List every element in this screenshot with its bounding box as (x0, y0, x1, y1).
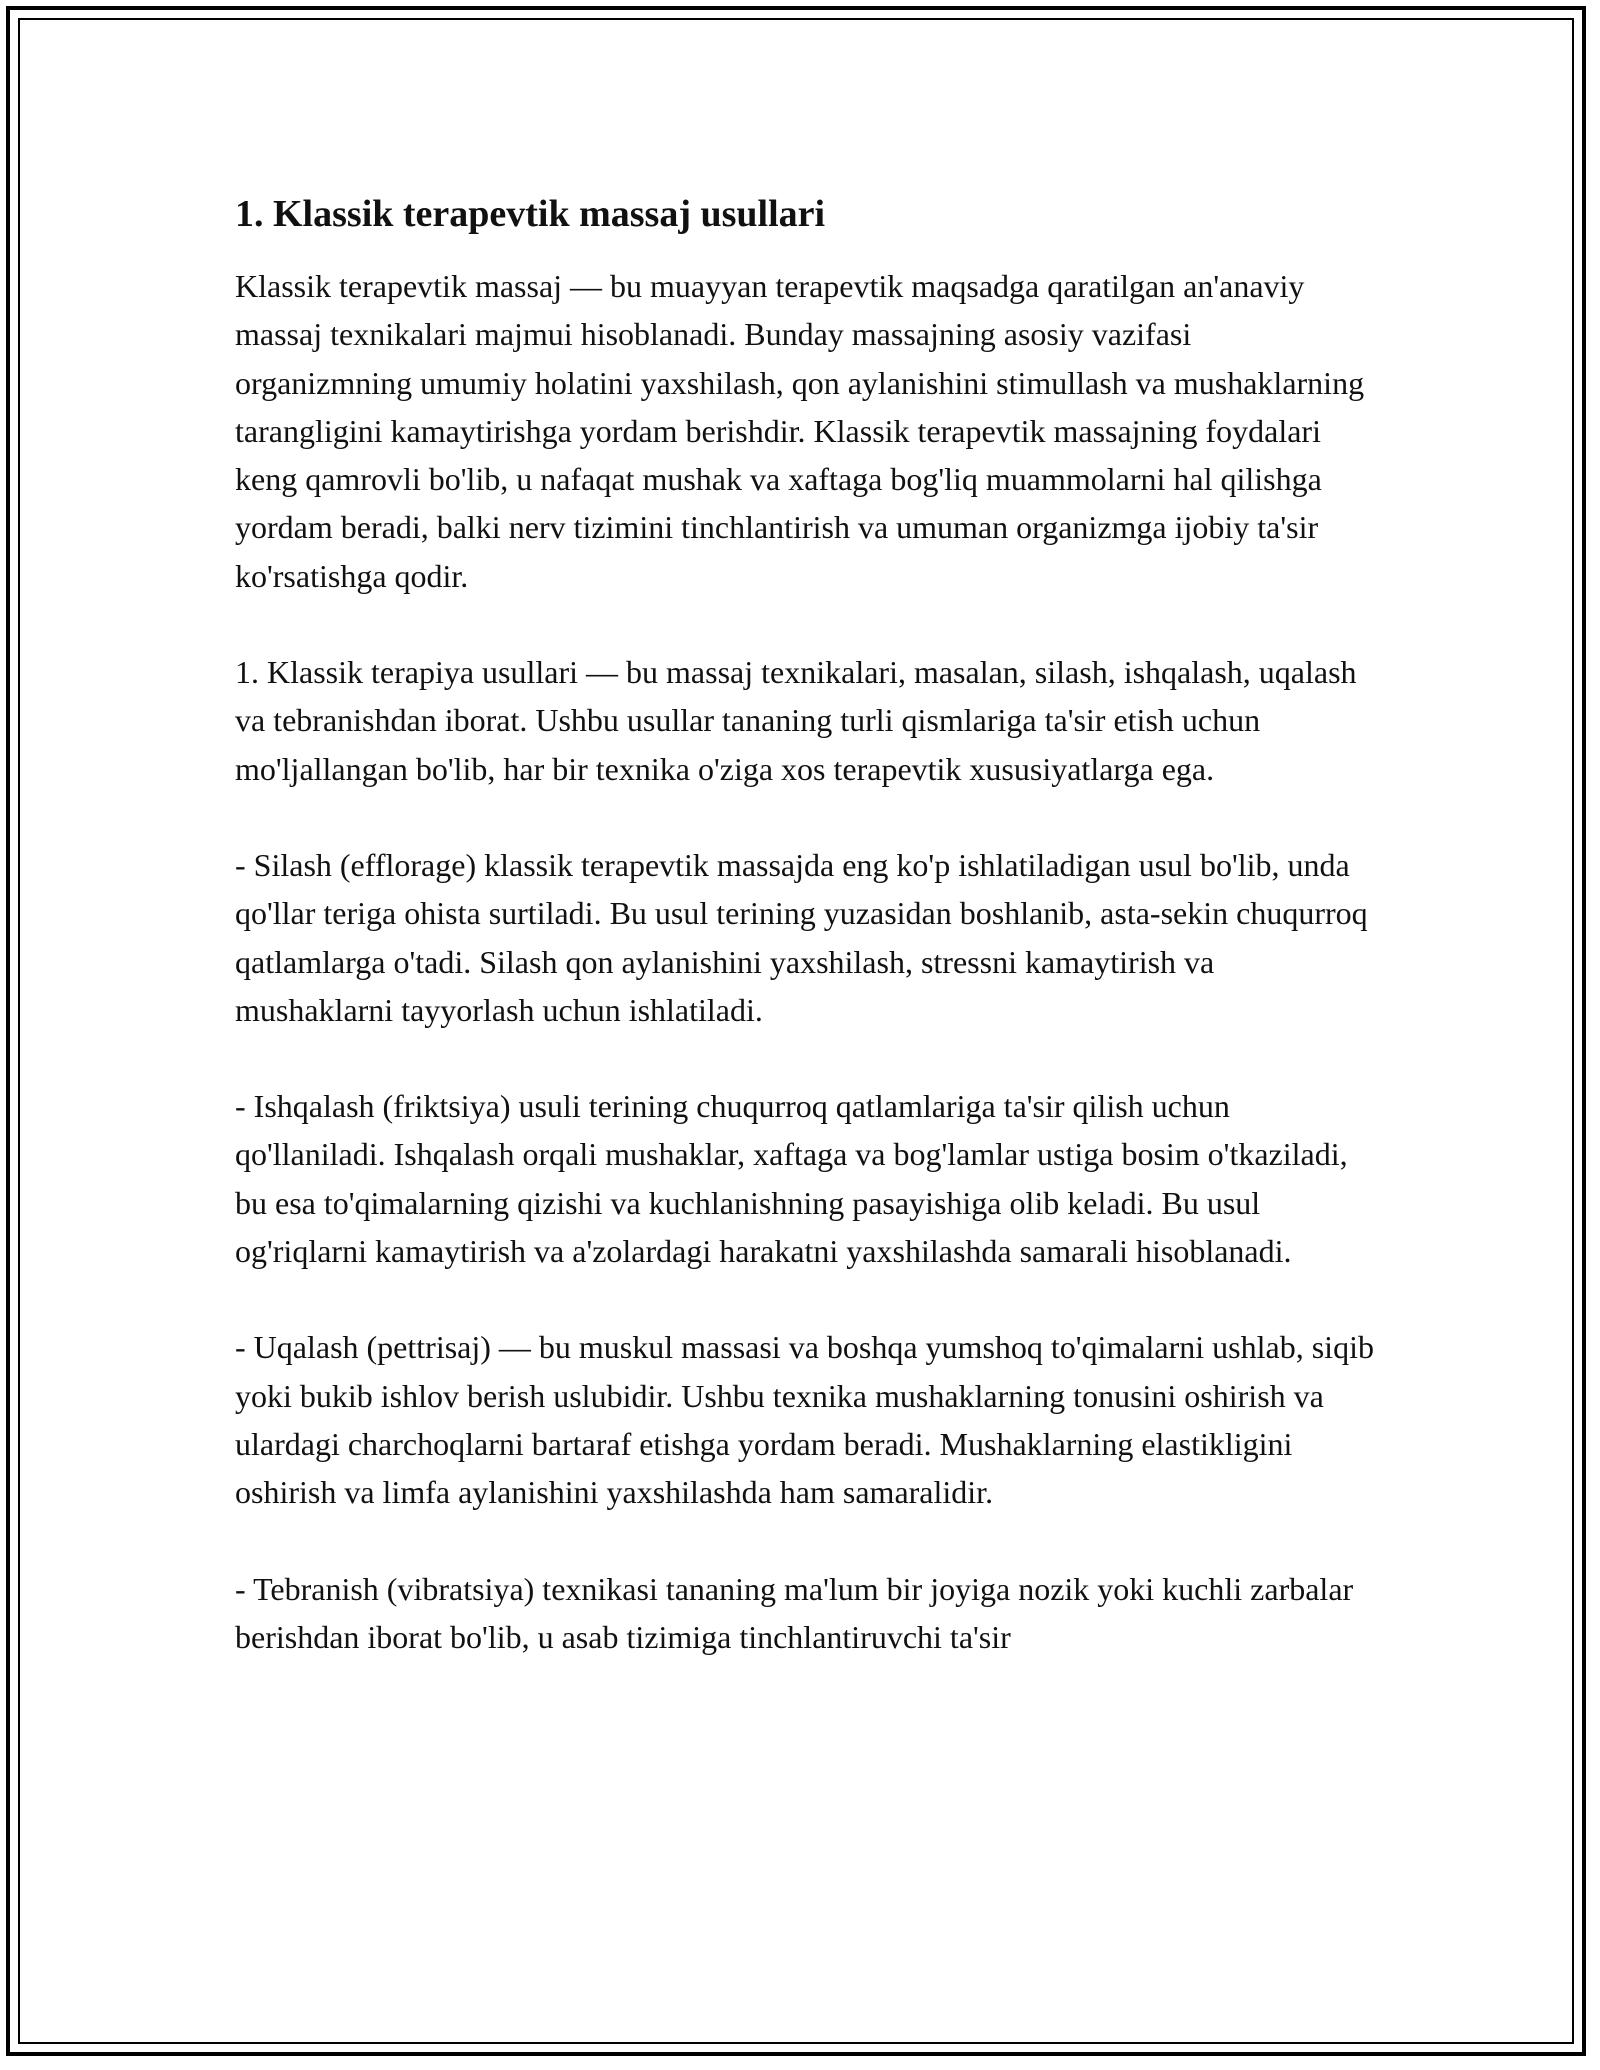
tebranish-paragraph: - Tebranish (vibratsiya) texnikasi tananing ma'lum bir joyiga nozik yoki kuchli zarbalar berishdan iborat bo'lib, u asab tizimiga tinchlantiruvchi ta'sir (235, 1570, 1354, 1655)
uqalash-paragraph: - Uqalash (pettrisaj) — bu muskul massasi va boshqa yumshoq to'qimalarni ushlab, siqib yoki bukib ishlov berish uslubidir. Ushbu texnika mushaklarning tonusini oshirish va ulardagi charchoqlarni bartaraf etishga yordam beradi. Mushaklarning elastikligini oshirish va limfa aylanishini yaxshilashda ham samaralidir. (235, 1329, 1374, 1511)
ishqalash-paragraph: - Ishqalash (friktsiya) usuli terining chuqurroq qatlamlariga ta'sir qilish uchun qo'llaniladi. Ishqalash orqali mushaklar, xaftaga va bog'lamlar ustiga bosim o'tkaziladi, bu esa to'qimalarning qizishi va kuchlanishning pasayishiga olib keladi. Bu usul og'riqlarni kamaytirish va a'zolardagi harakatni yaxshilashda samarali hisoblanadi. (235, 1088, 1348, 1270)
methods-paragraph: 1. Klassik terapiya usullari — bu massaj texnikalari, masalan, silash, ishqalash, uqalash va tebranishdan iborat. Ushbu usullar tananing turli qismlariga ta'sir etish uchun mo'ljallangan bo'lib, har bir texnika o'ziga xos terapevtik xususiyatlarga ega. (235, 654, 1357, 787)
document-content (235, 190, 1375, 1661)
intro-paragraph: Klassik terapevtik massaj — bu muayyan terapevtik maqsadga qaratilgan an'anaviy massaj texnikalari majmui hisoblanadi. Bunday massajning asosiy vazifasi organizmning umumiy holatini yaxshilash, qon aylanishini stimullash va mushaklarning tarangligini kamaytirishga yordam berishdir. Klassik terapevtik massajning foydalari keng qamrovli bo'lib, u nafaqat mushak va xaftaga bog'liq muammolarni hal qilishga yordam beradi, balki nerv tizimini tinchlantirish va umuman organizmga ijobiy ta'sir ko'rsatishga qodir. (235, 268, 1365, 594)
section-heading: 1. Klassik terapevtik massaj usullari (235, 193, 826, 235)
silash-paragraph: - Silash (efflorage) klassik terapevtik massajda eng ko'p ishlatiladigan usul bo'lib, unda qo'llar teriga ohista surtiladi. Bu usul terining yuzasidan boshlanib, asta-sekin chuqurroq qatlamlarga o'tadi. Silash qon aylanishini yaxshilash, stressni kamaytirish va mushaklarni tayyorlash uchun ishlatiladi. (235, 846, 1368, 1028)
